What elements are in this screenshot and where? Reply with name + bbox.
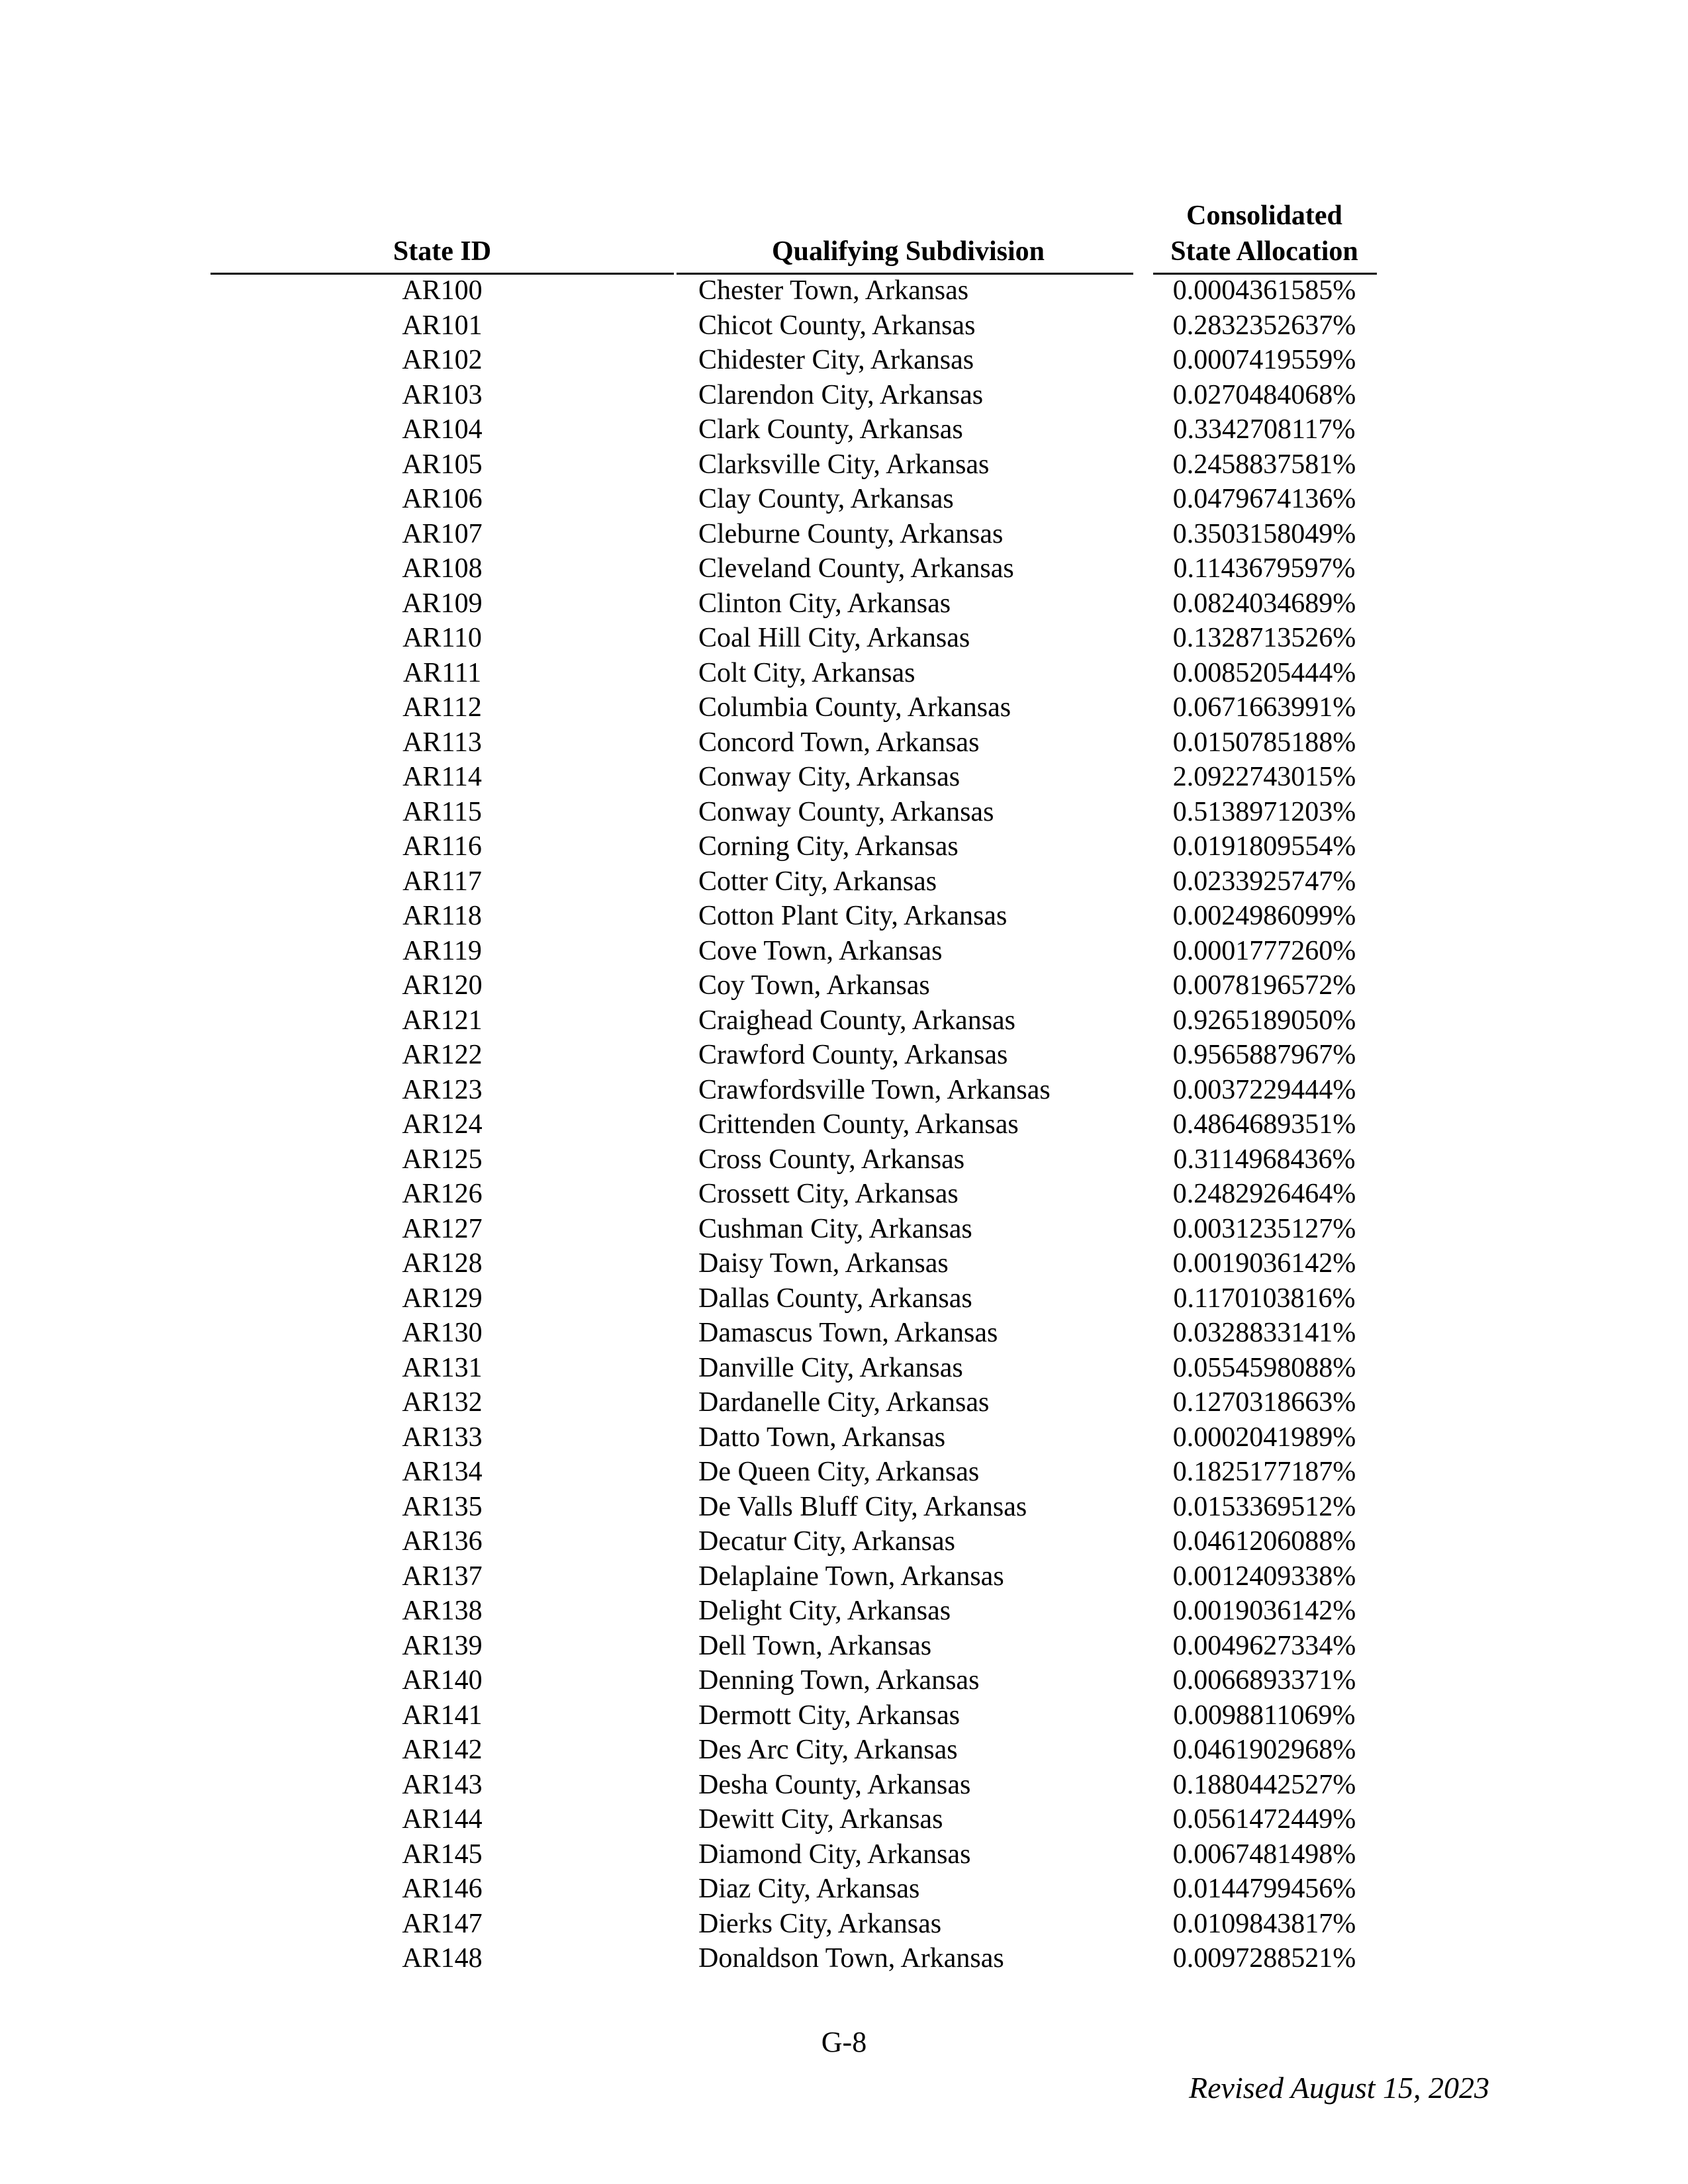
subdivision-cell: Donaldson Town, Arkansas <box>698 1943 1004 1974</box>
subdivision-cell: Conway City, Arkansas <box>698 762 961 792</box>
allocation-cell: 0.0085205444% <box>1172 657 1356 688</box>
allocation-cell: 0.2458837581% <box>1172 449 1356 480</box>
subdivision-cell: Dell Town, Arkansas <box>698 1630 932 1661</box>
state-id-cell: AR122 <box>402 1040 483 1070</box>
table-row <box>0 482 1688 517</box>
subdivision-cell: Decatur City, Arkansas <box>698 1526 956 1557</box>
table-row <box>0 551 1688 586</box>
allocation-cell: 0.0328833141% <box>1172 1318 1356 1348</box>
table-row <box>0 308 1688 343</box>
header-state-id-label: State ID <box>393 236 492 267</box>
table-row <box>0 586 1688 621</box>
table-row <box>0 1316 1688 1351</box>
table-row <box>0 1073 1688 1108</box>
table-row <box>0 829 1688 864</box>
allocation-cell: 0.4864689351% <box>1172 1109 1356 1140</box>
revised-date: Revised August 15, 2023 <box>1189 2071 1489 2105</box>
subdivision-cell: Chicot County, Arkansas <box>698 310 976 341</box>
state-id-cell: AR130 <box>402 1318 483 1348</box>
subdivision-cell: Des Arc City, Arkansas <box>698 1735 958 1765</box>
subdivision-cell: Cleveland County, Arkansas <box>698 553 1014 584</box>
allocation-cell: 0.0031235127% <box>1172 1213 1356 1244</box>
state-id-cell: AR129 <box>402 1283 483 1314</box>
allocation-cell: 0.0671663991% <box>1172 692 1356 723</box>
state-id-cell: AR121 <box>402 1005 483 1036</box>
subdivision-cell: Delaplaine Town, Arkansas <box>698 1561 1004 1592</box>
state-id-cell: AR119 <box>402 935 482 966</box>
state-id-cell: AR125 <box>402 1144 483 1175</box>
subdivision-cell: Denning Town, Arkansas <box>698 1665 980 1696</box>
state-id-cell: AR135 <box>402 1491 483 1522</box>
subdivision-cell: Cove Town, Arkansas <box>698 935 943 966</box>
allocation-cell: 0.0098811069% <box>1173 1700 1356 1731</box>
allocation-cell: 0.0461902968% <box>1172 1735 1356 1765</box>
state-id-cell: AR133 <box>402 1422 483 1453</box>
table-row <box>0 1003 1688 1038</box>
table-row <box>0 1107 1688 1142</box>
state-id-cell: AR120 <box>402 970 483 1001</box>
subdivision-cell: Crittenden County, Arkansas <box>698 1109 1019 1140</box>
allocation-cell: 0.0049627334% <box>1172 1630 1356 1661</box>
subdivision-cell: Daisy Town, Arkansas <box>698 1248 949 1279</box>
header-allocation-line1: Consolidated <box>1186 201 1342 231</box>
table-row <box>0 795 1688 830</box>
allocation-cell: 0.0479674136% <box>1172 484 1356 514</box>
table-row <box>0 1837 1688 1872</box>
state-id-cell: AR114 <box>402 762 482 792</box>
allocation-cell: 0.1880442527% <box>1172 1769 1356 1800</box>
state-id-cell: AR142 <box>402 1735 483 1765</box>
table-row <box>0 1038 1688 1073</box>
subdivision-cell: Dallas County, Arkansas <box>698 1283 972 1314</box>
table-header <box>0 192 1688 275</box>
table-row <box>0 1385 1688 1420</box>
state-id-cell: AR113 <box>402 727 482 758</box>
allocation-cell: 0.0066893371% <box>1172 1665 1356 1696</box>
allocation-cell: 0.0461206088% <box>1172 1526 1356 1557</box>
allocation-cell: 0.0012409338% <box>1172 1561 1356 1592</box>
subdivision-cell: Concord Town, Arkansas <box>698 727 980 758</box>
table-row <box>0 1872 1688 1907</box>
state-id-cell: AR112 <box>402 692 482 723</box>
allocation-cell: 0.3503158049% <box>1172 518 1356 549</box>
subdivision-cell: Coal Hill City, Arkansas <box>698 623 970 653</box>
allocation-cell: 0.0001777260% <box>1172 935 1356 966</box>
state-id-cell: AR139 <box>402 1630 483 1661</box>
header-qualifying-subdivision <box>677 234 1140 269</box>
subdivision-cell: Damascus Town, Arkansas <box>698 1318 998 1348</box>
state-id-cell: AR117 <box>402 866 482 897</box>
state-id-cell: AR111 <box>402 657 482 688</box>
table-row <box>0 864 1688 899</box>
allocation-cell: 0.0153369512% <box>1172 1491 1356 1522</box>
subdivision-cell: Clay County, Arkansas <box>698 484 954 514</box>
subdivision-cell: Corning City, Arkansas <box>698 831 959 862</box>
table-row <box>0 447 1688 482</box>
table-row <box>0 725 1688 760</box>
table-row <box>0 1594 1688 1629</box>
table-row <box>0 1420 1688 1455</box>
table-body <box>0 273 1688 1976</box>
allocation-cell: 0.0024986099% <box>1172 901 1356 931</box>
table-row <box>0 899 1688 934</box>
state-id-cell: AR127 <box>402 1213 483 1244</box>
subdivision-cell: Desha County, Arkansas <box>698 1769 971 1800</box>
table-row <box>0 690 1688 725</box>
table-row <box>0 1629 1688 1664</box>
state-id-cell: AR100 <box>402 275 483 306</box>
subdivision-cell: Chester Town, Arkansas <box>698 275 969 306</box>
allocation-cell: 0.3114968436% <box>1173 1144 1356 1175</box>
state-id-cell: AR131 <box>402 1352 483 1383</box>
allocation-cell: 0.2832352637% <box>1172 310 1356 341</box>
allocation-cell: 0.0002041989% <box>1172 1422 1356 1453</box>
allocation-cell: 0.1170103816% <box>1173 1283 1356 1314</box>
table-row <box>0 1177 1688 1212</box>
table-row <box>0 1733 1688 1768</box>
allocation-cell: 0.1825177187% <box>1172 1457 1356 1487</box>
allocation-cell: 0.1143679597% <box>1173 553 1356 584</box>
state-id-cell: AR140 <box>402 1665 483 1696</box>
subdivision-cell: Diaz City, Arkansas <box>698 1874 920 1904</box>
subdivision-cell: Clark County, Arkansas <box>698 414 963 445</box>
allocation-cell: 0.1328713526% <box>1172 623 1356 653</box>
allocation-cell: 0.3342708117% <box>1173 414 1356 445</box>
state-id-cell: AR134 <box>402 1457 483 1487</box>
allocation-cell: 2.0922743015% <box>1172 762 1356 792</box>
allocation-cell: 0.1270318663% <box>1172 1387 1356 1418</box>
table-row <box>0 1559 1688 1594</box>
subdivision-cell: Craighead County, Arkansas <box>698 1005 1016 1036</box>
state-id-cell: AR146 <box>402 1874 483 1904</box>
allocation-cell: 0.2482926464% <box>1172 1179 1356 1209</box>
table-row <box>0 1907 1688 1942</box>
subdivision-cell: Cotter City, Arkansas <box>698 866 937 897</box>
subdivision-cell: Datto Town, Arkansas <box>698 1422 946 1453</box>
state-id-cell: AR101 <box>402 310 483 341</box>
state-id-cell: AR103 <box>402 379 483 410</box>
allocation-cell: 0.0191809554% <box>1172 831 1356 862</box>
state-id-cell: AR128 <box>402 1248 483 1279</box>
allocation-cell: 0.0067481498% <box>1172 1839 1356 1870</box>
state-id-cell: AR109 <box>402 588 483 619</box>
subdivision-cell: Columbia County, Arkansas <box>698 692 1011 723</box>
table-row <box>0 760 1688 795</box>
table-row <box>0 343 1688 378</box>
table-row <box>0 1142 1688 1177</box>
state-id-cell: AR143 <box>402 1769 483 1800</box>
allocation-cell: 0.0561472449% <box>1172 1804 1356 1835</box>
table-row <box>0 621 1688 656</box>
subdivision-cell: Coy Town, Arkansas <box>698 970 930 1001</box>
table-row <box>0 1524 1688 1559</box>
allocation-cell: 0.0270484068% <box>1172 379 1356 410</box>
header-state-id <box>211 234 674 269</box>
subdivision-cell: Diamond City, Arkansas <box>698 1839 971 1870</box>
subdivision-cell: Cushman City, Arkansas <box>698 1213 972 1244</box>
allocation-cell: 0.0097288521% <box>1172 1943 1356 1974</box>
table-row <box>0 1698 1688 1733</box>
state-id-cell: AR148 <box>402 1943 483 1974</box>
subdivision-cell: Dardanelle City, Arkansas <box>698 1387 990 1418</box>
allocation-cell: 0.5138971203% <box>1172 796 1356 827</box>
state-id-cell: AR118 <box>402 901 482 931</box>
allocation-cell: 0.0554598088% <box>1172 1352 1356 1383</box>
table-row <box>0 378 1688 413</box>
state-id-cell: AR144 <box>402 1804 483 1835</box>
state-id-cell: AR116 <box>402 831 482 862</box>
allocation-cell: 0.0037229444% <box>1172 1074 1356 1105</box>
subdivision-cell: Cross County, Arkansas <box>698 1144 965 1175</box>
state-id-cell: AR126 <box>402 1179 483 1209</box>
subdivision-cell: Chidester City, Arkansas <box>698 345 974 375</box>
table-row <box>0 1663 1688 1698</box>
table-row <box>0 1351 1688 1386</box>
subdivision-cell: Dermott City, Arkansas <box>698 1700 961 1731</box>
allocation-cell: 0.0007419559% <box>1172 345 1356 375</box>
state-id-cell: AR124 <box>402 1109 483 1140</box>
table-row <box>0 656 1688 691</box>
subdivision-cell: Cotton Plant City, Arkansas <box>698 901 1008 931</box>
state-id-cell: AR123 <box>402 1074 483 1105</box>
allocation-cell: 0.0019036142% <box>1172 1248 1356 1279</box>
state-id-cell: AR107 <box>402 518 483 549</box>
state-id-cell: AR108 <box>402 553 483 584</box>
subdivision-cell: De Valls Bluff City, Arkansas <box>698 1491 1027 1522</box>
subdivision-cell: De Queen City, Arkansas <box>698 1457 980 1487</box>
table-row <box>0 412 1688 447</box>
allocation-cell: 0.0150785188% <box>1172 727 1356 758</box>
state-id-cell: AR115 <box>402 796 482 827</box>
state-id-cell: AR138 <box>402 1596 483 1626</box>
table-row <box>0 1941 1688 1976</box>
header-subdivision-label: Qualifying Subdivision <box>771 236 1045 267</box>
state-id-cell: AR141 <box>402 1700 483 1731</box>
subdivision-cell: Crossett City, Arkansas <box>698 1179 959 1209</box>
table-row <box>0 1212 1688 1247</box>
subdivision-cell: Dierks City, Arkansas <box>698 1908 942 1939</box>
subdivision-cell: Cleburne County, Arkansas <box>698 518 1004 549</box>
state-id-cell: AR147 <box>402 1908 483 1939</box>
allocation-cell: 0.9265189050% <box>1172 1005 1356 1036</box>
subdivision-cell: Danville City, Arkansas <box>698 1352 963 1383</box>
state-id-cell: AR110 <box>402 623 482 653</box>
subdivision-cell: Crawford County, Arkansas <box>698 1040 1008 1070</box>
allocation-cell: 0.0109843817% <box>1172 1908 1356 1939</box>
header-allocation-line2: State Allocation <box>1170 236 1358 267</box>
table-row <box>0 968 1688 1003</box>
state-id-cell: AR145 <box>402 1839 483 1870</box>
state-id-cell: AR132 <box>402 1387 483 1418</box>
table-row <box>0 1455 1688 1490</box>
subdivision-cell: Clarendon City, Arkansas <box>698 379 984 410</box>
table-row <box>0 934 1688 969</box>
subdivision-cell: Delight City, Arkansas <box>698 1596 951 1626</box>
subdivision-cell: Crawfordsville Town, Arkansas <box>698 1074 1051 1105</box>
allocation-cell: 0.0824034689% <box>1172 588 1356 619</box>
table-row <box>0 1281 1688 1316</box>
allocation-cell: 0.0233925747% <box>1172 866 1356 897</box>
allocation-cell: 0.0004361585% <box>1172 275 1356 306</box>
subdivision-cell: Colt City, Arkansas <box>698 657 915 688</box>
subdivision-cell: Conway County, Arkansas <box>698 796 994 827</box>
allocation-cell: 0.0144799456% <box>1172 1874 1356 1904</box>
state-id-cell: AR104 <box>402 414 483 445</box>
table-row <box>0 1246 1688 1281</box>
subdivision-cell: Clarksville City, Arkansas <box>698 449 990 480</box>
state-id-cell: AR106 <box>402 484 483 514</box>
state-id-cell: AR105 <box>402 449 483 480</box>
state-id-cell: AR137 <box>402 1561 483 1592</box>
table-row <box>0 273 1688 308</box>
allocation-cell: 0.0078196572% <box>1172 970 1356 1001</box>
table-row <box>0 1768 1688 1803</box>
state-id-cell: AR136 <box>402 1526 483 1557</box>
subdivision-cell: Dewitt City, Arkansas <box>698 1804 943 1835</box>
subdivision-cell: Clinton City, Arkansas <box>698 588 951 619</box>
header-consolidated-state-allocation <box>1152 198 1377 269</box>
allocation-cell: 0.9565887967% <box>1172 1040 1356 1070</box>
table-row <box>0 517 1688 552</box>
page-number: G-8 <box>821 2026 867 2058</box>
allocation-cell: 0.0019036142% <box>1172 1596 1356 1626</box>
state-id-cell: AR102 <box>402 345 483 375</box>
table-row <box>0 1490 1688 1525</box>
table-row <box>0 1802 1688 1837</box>
